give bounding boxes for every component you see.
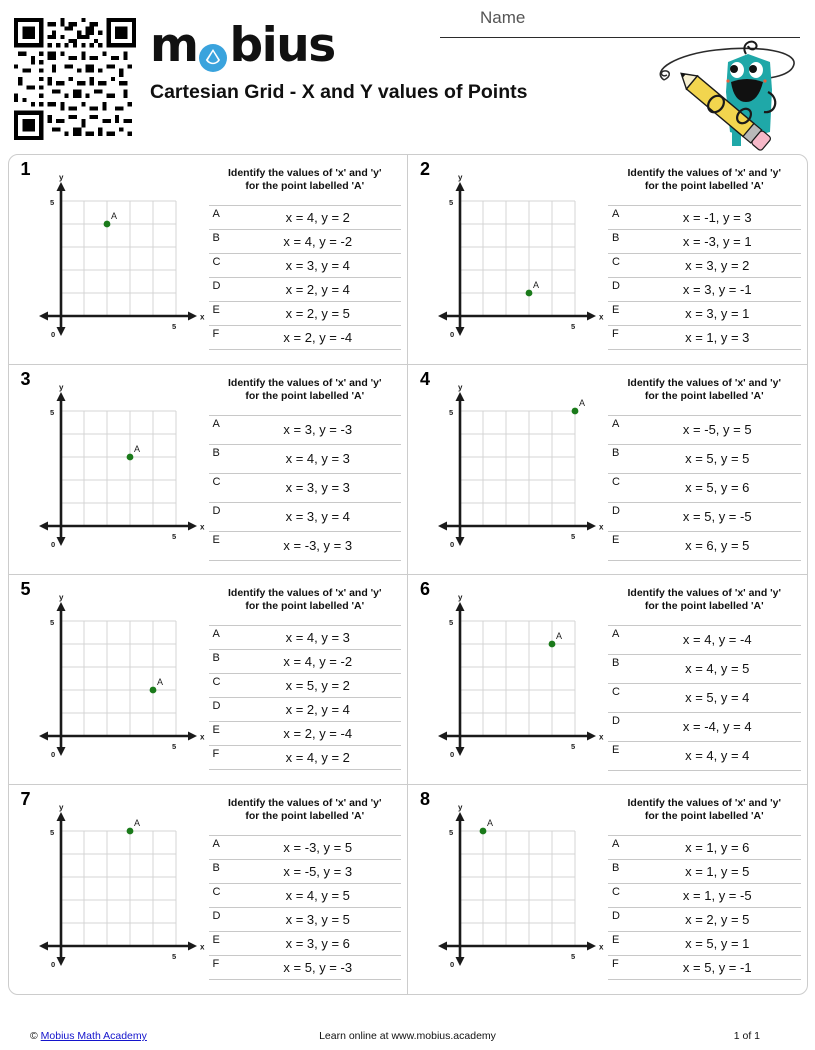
- svg-text:y: y: [458, 172, 463, 182]
- option-letter: E: [212, 723, 220, 736]
- question-card: [407, 364, 808, 575]
- question-number: 2: [420, 158, 431, 179]
- option-letter: D: [212, 504, 221, 517]
- answer-option-row[interactable]: [608, 444, 801, 473]
- option-letter: A: [212, 627, 220, 640]
- option-letter: E: [612, 533, 620, 546]
- svg-text:5: 5: [449, 827, 454, 837]
- prompt-line-1: Identify the values of 'x' and 'y': [627, 166, 782, 179]
- svg-text:0: 0: [450, 959, 455, 969]
- svg-text:A: A: [579, 397, 586, 408]
- option-text: x = -5, y = 5: [682, 422, 752, 437]
- svg-text:x: x: [599, 732, 604, 741]
- question-prompt: [209, 795, 402, 829]
- svg-text:5: 5: [171, 951, 176, 961]
- coordinate-plane-svg: [430, 592, 604, 759]
- option-letter: E: [212, 303, 220, 316]
- svg-text:y: y: [458, 592, 463, 602]
- answer-option-row[interactable]: [209, 301, 402, 325]
- answer-option-row[interactable]: [209, 697, 402, 721]
- option-letter: F: [212, 747, 220, 760]
- answer-options-table: [209, 625, 402, 770]
- answer-option-row[interactable]: [608, 415, 801, 444]
- question-answer-area: [209, 159, 402, 360]
- svg-text:y: y: [58, 172, 63, 182]
- option-text: x = 3, y = 2: [685, 257, 750, 273]
- answer-option-row[interactable]: [608, 473, 801, 502]
- coordinate-plane-svg: [31, 382, 204, 549]
- coordinate-plane: [17, 159, 209, 360]
- option-text: x = 1, y = 6: [685, 839, 750, 855]
- option-text: x = 3, y = -3: [283, 422, 353, 437]
- answer-option-row[interactable]: [608, 883, 801, 907]
- answer-option-row[interactable]: [209, 253, 402, 277]
- answer-options-table: [608, 835, 801, 980]
- svg-text:x: x: [599, 942, 604, 951]
- answer-option-row[interactable]: [209, 955, 402, 979]
- svg-text:x: x: [199, 732, 204, 741]
- question-card: [407, 784, 808, 995]
- option-text: x = 5, y = 2: [285, 677, 350, 693]
- answer-option-row[interactable]: [209, 649, 402, 673]
- answer-option-row[interactable]: [209, 229, 402, 253]
- answer-option-row[interactable]: [608, 835, 801, 859]
- option-text: x = 3, y = 6: [285, 935, 350, 951]
- answer-option-row[interactable]: [209, 415, 402, 444]
- prompt-line-1: Identify the values of 'x' and 'y': [627, 586, 782, 599]
- question-number: 7: [20, 788, 31, 809]
- option-text: x = 4, y = 4: [685, 748, 750, 763]
- option-letter: F: [612, 327, 619, 340]
- answer-option-row[interactable]: [209, 205, 402, 229]
- water-droplet-icon: [198, 34, 228, 64]
- prompt-line-1: Identify the values of 'x' and 'y': [227, 796, 382, 809]
- coordinate-plane: [416, 579, 608, 780]
- prompt-line-1: Identify the values of 'x' and 'y': [627, 796, 782, 809]
- option-letter: E: [212, 533, 220, 546]
- name-label: Name: [480, 8, 526, 27]
- option-text: x = 5, y = -3: [283, 959, 353, 975]
- option-text: x = 4, y = 2: [285, 749, 350, 765]
- svg-text:x: x: [199, 942, 204, 951]
- option-text: x = 3, y = 3: [285, 480, 350, 495]
- question-number: 6: [420, 578, 431, 599]
- option-text: x = 5, y = 6: [685, 480, 750, 495]
- question-number: 1: [20, 158, 31, 179]
- option-text: x = 5, y = 5: [685, 451, 750, 466]
- question-answer-area: [209, 369, 402, 570]
- coordinate-plane: [416, 789, 608, 990]
- answer-option-row[interactable]: [209, 625, 402, 649]
- prompt-line-1: Identify the values of 'x' and 'y': [227, 586, 382, 599]
- option-text: x = 1, y = 3: [685, 329, 750, 345]
- option-text: x = 2, y = 4: [285, 281, 350, 297]
- option-letter: A: [212, 417, 220, 430]
- svg-text:5: 5: [49, 197, 54, 207]
- option-letter: A: [612, 417, 620, 430]
- option-letter: D: [612, 504, 620, 517]
- svg-text:A: A: [487, 817, 494, 828]
- svg-text:0: 0: [450, 539, 455, 549]
- answer-option-row[interactable]: [209, 444, 402, 473]
- question-card: [407, 574, 808, 785]
- svg-text:0: 0: [450, 329, 455, 339]
- option-text: x = 5, y = 4: [685, 690, 750, 705]
- answer-option-row[interactable]: [209, 721, 402, 745]
- question-answer-area: [608, 369, 801, 570]
- option-text: x = 5, y = -5: [682, 509, 752, 524]
- answer-option-row[interactable]: [608, 531, 801, 560]
- option-letter: C: [212, 255, 221, 268]
- option-text: x = -5, y = 3: [283, 863, 353, 879]
- option-text: x = -1, y = 3: [682, 209, 752, 225]
- option-text: x = 3, y = 4: [285, 509, 350, 524]
- answer-option-row[interactable]: [209, 931, 402, 955]
- option-letter: A: [212, 837, 220, 850]
- prompt-line-2: for the point labelled 'A': [245, 179, 365, 192]
- svg-text:5: 5: [449, 407, 454, 417]
- option-text: x = 2, y = 5: [285, 305, 350, 321]
- svg-text:0: 0: [50, 329, 55, 339]
- question-number: 4: [420, 368, 431, 389]
- prompt-line-2: for the point labelled 'A': [245, 389, 365, 402]
- answer-option-row[interactable]: [608, 301, 801, 325]
- prompt-line-2: for the point labelled 'A': [644, 389, 764, 402]
- option-text: x = 2, y = 4: [285, 701, 350, 717]
- answer-option-row[interactable]: [608, 955, 801, 979]
- svg-text:5: 5: [171, 741, 176, 751]
- prompt-line-2: for the point labelled 'A': [245, 599, 365, 612]
- svg-text:A: A: [133, 817, 140, 828]
- copyright-symbol: ©: [30, 1030, 38, 1042]
- option-text: x = -3, y = 1: [682, 233, 752, 249]
- answer-options-table: [209, 205, 402, 350]
- svg-text:0: 0: [50, 749, 55, 759]
- svg-text:y: y: [58, 802, 63, 812]
- option-text: x = 3, y = -1: [682, 281, 752, 297]
- question-prompt: [608, 165, 801, 199]
- answer-options-table: [209, 835, 402, 980]
- svg-text:x: x: [199, 312, 204, 321]
- option-text: x = 4, y = -2: [283, 233, 353, 249]
- coordinate-plane: [17, 369, 209, 570]
- svg-text:0: 0: [50, 539, 55, 549]
- svg-text:5: 5: [171, 321, 176, 331]
- option-text: x = 4, y = 5: [685, 661, 750, 676]
- coordinate-plane: [17, 789, 209, 990]
- question-card: [407, 154, 808, 365]
- answer-option-row[interactable]: [209, 835, 402, 859]
- option-letter: B: [212, 446, 220, 459]
- option-text: x = 5, y = -1: [682, 959, 752, 975]
- question-prompt: [209, 585, 402, 619]
- option-letter: D: [612, 279, 620, 292]
- option-letter: C: [612, 685, 620, 698]
- option-text: x = 2, y = -4: [283, 725, 353, 741]
- option-text: x = -3, y = 5: [283, 839, 353, 855]
- answer-option-row[interactable]: [608, 502, 801, 531]
- svg-text:A: A: [556, 630, 563, 641]
- option-letter: C: [612, 885, 620, 898]
- mobius-academy-link[interactable]: Mobius Math Academy: [40, 1030, 147, 1042]
- question-card: [8, 154, 409, 365]
- question-card: [8, 574, 409, 785]
- option-letter: B: [612, 656, 620, 669]
- question-prompt: [209, 375, 402, 409]
- option-text: x = -4, y = 4: [682, 719, 752, 734]
- option-letter: C: [212, 675, 221, 688]
- svg-text:A: A: [156, 676, 163, 687]
- answer-option-row[interactable]: [608, 325, 801, 349]
- option-letter: D: [612, 909, 620, 922]
- logo-text-post: bius: [229, 18, 335, 73]
- prompt-line-2: for the point labelled 'A': [644, 599, 764, 612]
- svg-text:5: 5: [449, 617, 454, 627]
- answer-option-row[interactable]: [608, 859, 801, 883]
- option-text: x = 3, y = 5: [285, 911, 350, 927]
- answer-option-row[interactable]: [608, 741, 801, 770]
- prompt-line-1: Identify the values of 'x' and 'y': [227, 376, 382, 389]
- question-card: [8, 364, 409, 575]
- prompt-line-2: for the point labelled 'A': [644, 179, 764, 192]
- footer-center-text: Learn online at www.mobius.academy: [319, 1030, 496, 1042]
- questions-grid: [8, 154, 807, 994]
- svg-text:5: 5: [49, 407, 54, 417]
- answer-option-row[interactable]: [209, 907, 402, 931]
- option-letter: A: [612, 627, 620, 640]
- footer-page-indicator: 1 of 1: [733, 1030, 760, 1042]
- option-text: x = 1, y = -5: [682, 887, 752, 903]
- svg-text:x: x: [199, 522, 204, 531]
- answer-option-row[interactable]: [608, 229, 801, 253]
- answer-option-row[interactable]: [608, 683, 801, 712]
- answer-option-row[interactable]: [608, 654, 801, 683]
- question-card: [8, 784, 409, 995]
- coordinate-plane: [416, 159, 608, 360]
- svg-text:5: 5: [49, 827, 54, 837]
- option-letter: D: [212, 699, 221, 712]
- svg-text:5: 5: [449, 197, 454, 207]
- option-text: x = 6, y = 5: [685, 538, 750, 553]
- svg-text:0: 0: [450, 749, 455, 759]
- svg-text:x: x: [599, 312, 604, 321]
- prompt-line-1: Identify the values of 'x' and 'y': [227, 166, 382, 179]
- option-letter: B: [212, 231, 220, 244]
- answer-option-row[interactable]: [209, 531, 402, 560]
- prompt-line-2: for the point labelled 'A': [644, 809, 764, 822]
- question-answer-area: [608, 789, 801, 990]
- coordinate-plane-svg: [31, 172, 204, 339]
- option-letter: B: [612, 231, 620, 244]
- svg-text:0: 0: [50, 959, 55, 969]
- option-letter: F: [212, 957, 220, 970]
- option-letter: F: [212, 327, 220, 340]
- option-letter: A: [612, 207, 620, 220]
- answer-options-table: [608, 625, 801, 771]
- question-number: 3: [20, 368, 31, 389]
- worksheet-header: [0, 0, 815, 150]
- option-letter: C: [612, 475, 620, 488]
- svg-text:y: y: [58, 592, 63, 602]
- svg-text:y: y: [58, 382, 63, 392]
- question-answer-area: [608, 159, 801, 360]
- answer-option-row[interactable]: [209, 502, 402, 531]
- coordinate-plane: [416, 369, 608, 570]
- answer-options-table: [209, 415, 402, 561]
- svg-text:5: 5: [171, 531, 176, 541]
- qr-code-icon: [14, 18, 136, 140]
- answer-option-row[interactable]: [608, 625, 801, 654]
- answer-options-table: [608, 205, 801, 350]
- option-text: x = 2, y = 5: [685, 911, 750, 927]
- option-letter: C: [212, 885, 221, 898]
- answer-option-row[interactable]: [209, 325, 402, 349]
- answer-option-row[interactable]: [209, 473, 402, 502]
- option-letter: C: [212, 475, 221, 488]
- svg-text:y: y: [458, 382, 463, 392]
- answer-option-row[interactable]: [209, 883, 402, 907]
- option-letter: E: [612, 303, 620, 316]
- option-text: x = 4, y = -2: [283, 653, 353, 669]
- option-text: x = 5, y = 1: [685, 935, 750, 951]
- svg-text:y: y: [458, 802, 463, 812]
- option-text: x = 1, y = 5: [685, 863, 750, 879]
- question-number: 8: [420, 788, 431, 809]
- option-letter: B: [212, 651, 220, 664]
- question-answer-area: [608, 579, 801, 780]
- option-letter: E: [212, 933, 220, 946]
- answer-option-row[interactable]: [608, 712, 801, 741]
- answer-options-table: [608, 415, 801, 561]
- answer-option-row[interactable]: [608, 931, 801, 955]
- option-text: x = 4, y = -4: [682, 632, 752, 647]
- svg-text:x: x: [599, 522, 604, 531]
- option-letter: D: [212, 909, 221, 922]
- prompt-line-2: for the point labelled 'A': [245, 809, 365, 822]
- question-prompt: [608, 585, 801, 619]
- option-letter: C: [612, 255, 620, 268]
- option-text: x = -3, y = 3: [283, 538, 353, 553]
- svg-text:A: A: [133, 443, 140, 454]
- svg-text:A: A: [110, 210, 117, 221]
- answer-option-row[interactable]: [209, 673, 402, 697]
- answer-option-row[interactable]: [608, 205, 801, 229]
- question-answer-area: [209, 579, 402, 780]
- svg-text:5: 5: [571, 951, 576, 961]
- monster-with-pencil-icon: [620, 28, 800, 148]
- svg-text:5: 5: [571, 321, 576, 331]
- coordinate-plane: [17, 579, 209, 780]
- option-text: x = 4, y = 3: [285, 629, 350, 645]
- option-text: x = 4, y = 2: [285, 209, 350, 225]
- svg-text:5: 5: [571, 741, 576, 751]
- option-letter: A: [612, 837, 620, 850]
- option-text: x = 4, y = 5: [285, 887, 350, 903]
- option-letter: B: [612, 861, 620, 874]
- answer-option-row[interactable]: [209, 859, 402, 883]
- svg-text:5: 5: [49, 617, 54, 627]
- answer-option-row[interactable]: [608, 253, 801, 277]
- question-prompt: [608, 795, 801, 829]
- svg-text:5: 5: [571, 531, 576, 541]
- prompt-line-1: Identify the values of 'x' and 'y': [627, 376, 782, 389]
- option-letter: D: [612, 714, 620, 727]
- coordinate-plane-svg: [430, 802, 604, 969]
- answer-option-row[interactable]: [209, 277, 402, 301]
- coordinate-plane-svg: [31, 592, 204, 759]
- option-letter: F: [612, 957, 619, 970]
- option-text: x = 3, y = 4: [285, 257, 350, 273]
- option-letter: B: [612, 446, 620, 459]
- option-letter: A: [212, 207, 220, 220]
- option-text: x = 4, y = 3: [285, 451, 350, 466]
- coordinate-plane-svg: [430, 172, 604, 339]
- answer-option-row[interactable]: [608, 907, 801, 931]
- option-letter: B: [212, 861, 220, 874]
- option-letter: E: [612, 743, 620, 756]
- svg-text:A: A: [533, 279, 540, 290]
- question-answer-area: [209, 789, 402, 990]
- logo-text-pre: m: [150, 18, 198, 73]
- option-text: x = 3, y = 1: [685, 305, 750, 321]
- coordinate-plane-svg: [31, 802, 204, 969]
- option-text: x = 2, y = -4: [283, 329, 353, 345]
- question-prompt: [608, 375, 801, 409]
- page-title: Cartesian Grid - X and Y values of Points: [150, 81, 528, 103]
- option-letter: E: [612, 933, 620, 946]
- coordinate-plane-svg: [430, 382, 604, 549]
- option-letter: D: [212, 279, 221, 292]
- question-number: 5: [20, 578, 31, 599]
- answer-option-row[interactable]: [209, 745, 402, 769]
- answer-option-row[interactable]: [608, 277, 801, 301]
- question-prompt: [209, 165, 402, 199]
